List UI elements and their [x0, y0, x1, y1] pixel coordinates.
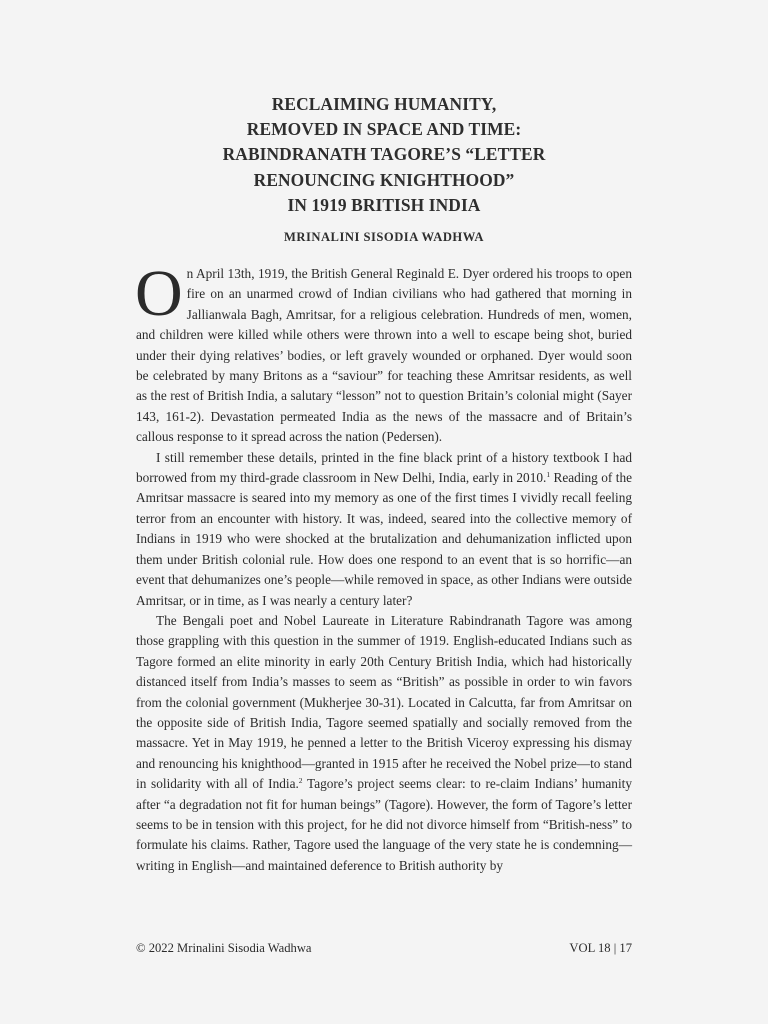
paragraph-2-text-a: I still remember these details, printed in the fine black print of a history textbook I had borrowed from my third-grade classroom in New Delhi, India, early in 2010. — [136, 449, 632, 486]
title-line: RABINDRANATH TAGORE’S “LETTER — [222, 144, 546, 165]
copyright-notice: © 2022 Mrinalini Sisodia Wadhwa — [136, 941, 312, 955]
title-line: RECLAIMING HUMANITY, — [271, 94, 497, 114]
footnote-marker-1[interactable]: 1 — [546, 470, 551, 480]
title-line: REMOVED IN SPACE AND TIME: — [246, 119, 522, 140]
title-line: IN 1919 BRITISH INDIA — [287, 194, 481, 215]
article-title — [136, 92, 632, 218]
article-author: MRINALINI SISODIA WADHWA — [283, 230, 484, 244]
paragraph-2 — [136, 448, 632, 611]
paragraph-2-text-b: Reading of the Amritsar massacre is seared into my memory as one of the first times I vividly recall feeling terror from an encounter with history. It was, indeed, seared into the collective memory of Indians in 1919 who were shocked at the brutalization and dehumanization inflicted upon them under British colonial rule. How does one respond to an event that is so horrific—an event that dehumanizes one’s people—while removed in space, as other Indians were outside Amritsar, or in time, as I was nearly a century later? — [136, 470, 633, 608]
paragraph-1-text: n April 13th, 1919, the British General Reginald E. Dyer ordered his troops to open fire on an unarmed crowd of Indian civilians who had gathered that morning in Jallianwala Bagh, Amritsar, for a religious celebration. Hundreds of men, women, and children were killed while others were thrown into a well to escape being shot, buried under their dying relatives’ bodies, or left gravely wounded or orphaned. Dyer would soon be celebrated by many Britons as a “saviour” for teaching these Amritsar residents, as well as the rest of British India, a salutary “lesson” not to question Britain’s colonial might (Sayer 143, 161-2). Devastation permeated India as the news of the massacre and of Britain’s callous response to it spread across the nation (Pedersen). — [136, 266, 632, 445]
paragraph-3-text-a: The Bengali poet and Nobel Laureate in Literature Rabindranath Tagore was among those grappling with this question in the summer of 1919. English-educated Indians such as Tagore formed an elite minority in early 20th Century British India, which had historically distanced itself from India’s masses to seem as “British” as possible in order to win favors from the colonial government (Mukherjee 30-31). Located in Calcutta, far from Amritsar on the opposite side of British India, Tagore seemed spatially and socially removed from the massacre. Yet in May 1919, he penned a letter to the British Viceroy expressing his dismay and renouncing his knighthood—granted in 1915 after he received the Nobel prize—to stand in solidarity with all of India. — [136, 612, 632, 792]
article-body — [135, 257, 633, 876]
footnote-marker-2[interactable]: 2 — [298, 776, 303, 786]
paragraph-3 — [136, 611, 632, 876]
volume-page-number: VOL 18 | 17 — [569, 941, 632, 955]
paragraph-3-text-b: Tagore’s project seems clear: to re-claim Indians’ humanity after “a degradation not fit for human beings” (Tagore). However, the form of Tagore’s letter seems to be in tension with this project, for he did not divorce himself from “British-ness” to formulate his claims. Rather, Tagore used the language of the very state he is condemning—writing in English—and maintained deference to British authority by — [136, 776, 632, 873]
title-line: RENOUNCING KNIGHTHOOD” — [253, 169, 515, 190]
paragraph-1 — [135, 257, 632, 448]
drop-cap: O — [135, 257, 183, 330]
